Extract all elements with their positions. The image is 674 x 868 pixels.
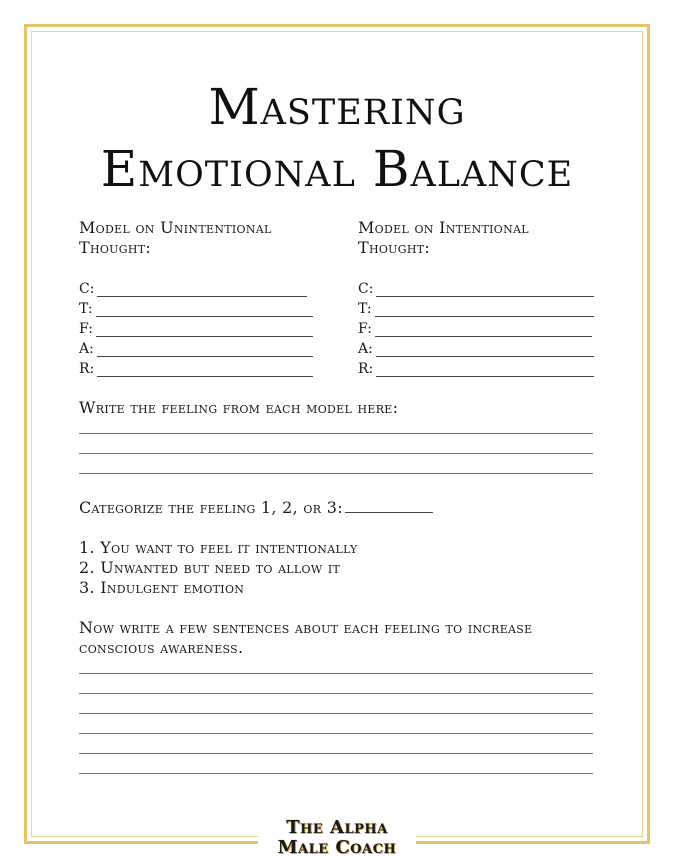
intentional-model-heading [358,218,598,258]
blank-line[interactable] [376,282,594,297]
page-title-line-1: Mastering [208,78,466,136]
categorize-prompt: Categorize the feeling 1, 2, or 3: [79,498,343,517]
unintentional-t-field[interactable] [79,297,313,317]
field-label: T: [358,301,372,317]
feeling-writing-line[interactable] [79,453,593,454]
sentences-writing-line[interactable] [79,773,593,774]
field-label: A: [358,341,373,357]
blank-line[interactable] [375,322,592,337]
field-label: R: [358,361,374,377]
feeling-writing-line[interactable] [79,473,593,474]
sentences-writing-line[interactable] [79,713,593,714]
sentences-prompt-line-1: Now write a few sentences about each feeling to increase [79,618,533,637]
blank-line[interactable] [96,302,313,317]
field-label: F: [358,321,372,337]
unintentional-model-heading [79,218,319,258]
blank-line[interactable] [97,342,313,357]
intentional-heading-line-1: Model on Intentional [358,218,529,237]
field-label: C: [79,281,95,297]
blank-line[interactable] [96,322,313,337]
unintentional-f-field[interactable] [79,317,313,337]
blank-line[interactable] [376,342,594,357]
unintentional-a-field[interactable] [79,337,313,357]
blank-line[interactable] [97,362,313,377]
unintentional-r-field[interactable] [79,357,313,377]
category-option-1: 1. You want to feel it intentionally [79,538,358,557]
unintentional-heading-line-1: Model on Unintentional [79,218,272,237]
brand-logo [258,812,416,868]
category-option-3: 3. Indulgent emotion [79,578,245,597]
sentences-writing-line[interactable] [79,733,593,734]
field-label: F: [79,321,93,337]
intentional-f-field[interactable] [358,317,592,337]
blank-line[interactable] [376,362,594,377]
logo-line-2: Male Coach [277,837,397,858]
unintentional-c-field[interactable] [79,277,307,297]
sentences-writing-line[interactable] [79,673,593,674]
intentional-t-field[interactable] [358,297,594,317]
intentional-c-field[interactable] [358,277,594,297]
field-label: T: [79,301,93,317]
intentional-r-field[interactable] [358,357,594,377]
logo-line-1: The Alpha [286,817,388,838]
sentences-prompt-line-2: conscious awareness. [79,638,244,657]
page-title-line-2: Emotional Balance [100,140,574,198]
blank-line[interactable] [97,282,307,297]
category-blank[interactable] [345,498,433,513]
sentences-writing-line[interactable] [79,693,593,694]
feeling-writing-line[interactable] [79,433,593,434]
unintentional-heading-line-2: Thought: [79,238,152,257]
sentences-writing-line[interactable] [79,753,593,754]
field-label: A: [79,341,94,357]
categorize-row [79,498,599,517]
category-option-2: 2. Unwanted but need to allow it [79,558,341,577]
feeling-prompt: Write the feeling from each model here: [79,398,399,417]
field-label: R: [79,361,95,377]
intentional-a-field[interactable] [358,337,594,357]
blank-line[interactable] [375,302,594,317]
field-label: C: [358,281,374,297]
intentional-heading-line-2: Thought: [358,238,431,257]
